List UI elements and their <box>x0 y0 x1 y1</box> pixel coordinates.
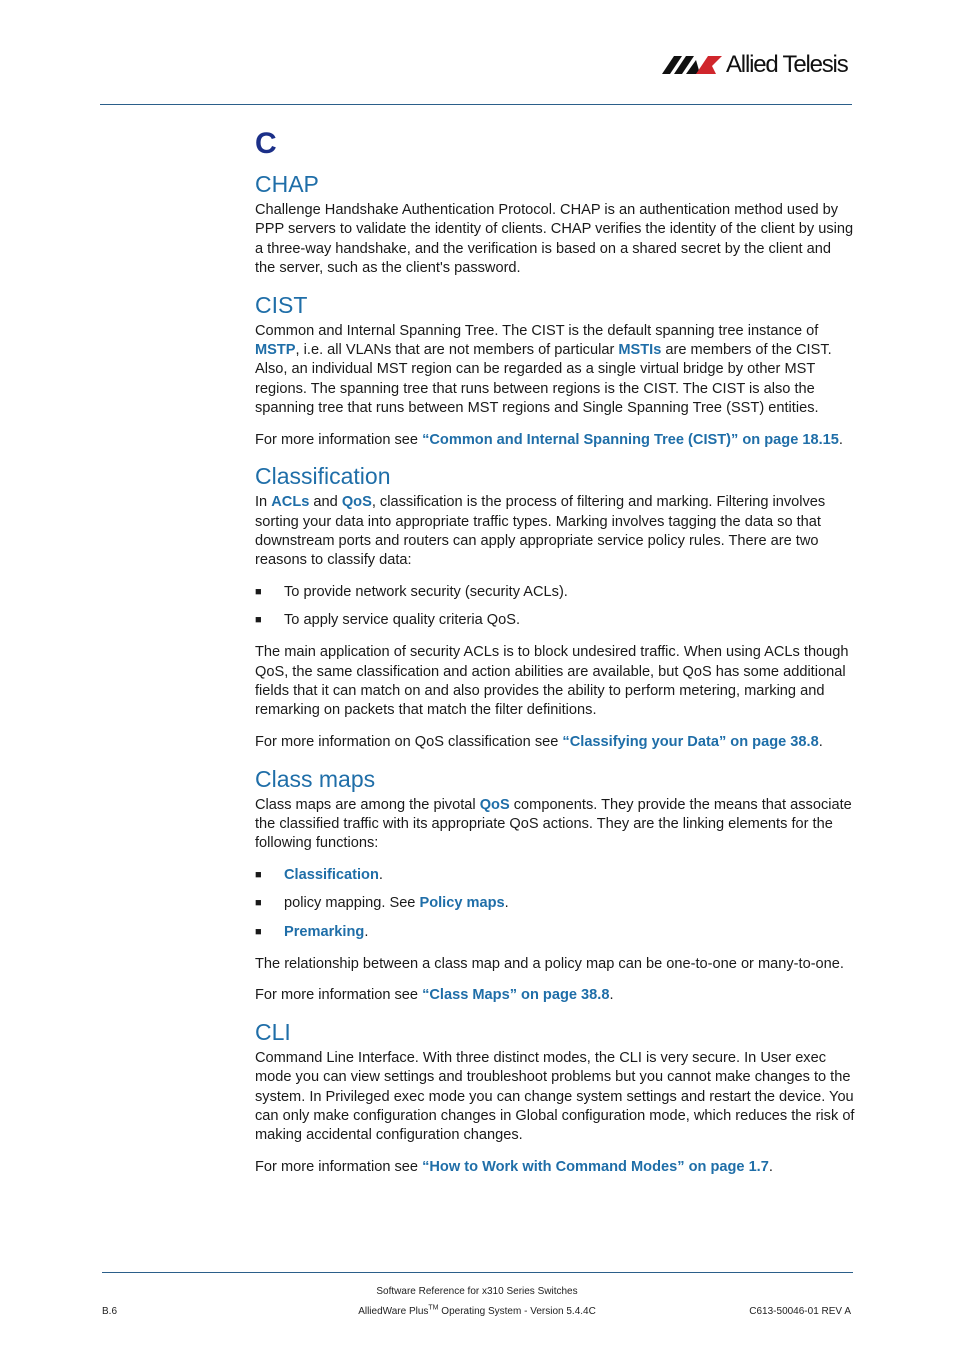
link-classifying-data[interactable]: “Classifying your Data” on page 38.8 <box>562 733 819 750</box>
logo-text: Allied Telesis <box>726 51 848 78</box>
link-acls[interactable]: ACLs <box>271 494 310 511</box>
link-classification[interactable]: Classification <box>284 867 379 884</box>
text: For more information see <box>255 1159 423 1176</box>
text: For more information see <box>255 987 423 1004</box>
classification-paragraph-2: The main application of security ACLs is to block undesired traffic. When using ACLs though QoS, the same classification and action abilities are available, but QoS has some additional fields that it can match on and also provides the ability to perform metering, marking and remarking on packets that match the filter definitions. <box>255 644 849 719</box>
class-maps-list <box>255 866 855 942</box>
page-content <box>255 126 855 1190</box>
list-item <box>255 611 855 630</box>
text: , i.e. all VLANs that are not members of particular <box>295 341 619 358</box>
text: AlliedWare Plus <box>358 1306 429 1317</box>
link-class-maps-page[interactable]: “Class Maps” on page 38.8 <box>422 987 610 1004</box>
heading-chap: CHAP <box>255 171 319 197</box>
bullet-icon: ■ <box>255 925 262 938</box>
logo-mark-icon <box>660 50 732 80</box>
classification-paragraph <box>255 493 855 570</box>
list-item <box>255 894 855 913</box>
text: . <box>364 923 369 940</box>
text: . <box>818 733 823 750</box>
text: To apply service quality criteria QoS. <box>284 612 521 629</box>
cist-paragraph <box>255 322 855 418</box>
classification-list <box>255 583 855 631</box>
text: . <box>609 987 614 1004</box>
list-item <box>255 923 855 942</box>
text: For more information on QoS classification see <box>255 733 563 750</box>
heading-cist: CIST <box>255 291 308 318</box>
text: In <box>255 494 272 511</box>
doc-code: C613-50046-01 REV A <box>749 1306 851 1317</box>
heading-cli: CLI <box>255 1019 291 1046</box>
bullet-icon: ■ <box>255 614 262 627</box>
link-mstp[interactable]: MSTP <box>255 341 296 358</box>
bullet-icon: ■ <box>255 869 262 882</box>
link-qos[interactable]: QoS <box>479 796 510 813</box>
section-letter: C <box>255 127 277 160</box>
link-command-modes[interactable]: “How to Work with Command Modes” on page 1.7 <box>422 1159 769 1176</box>
list-item <box>255 866 855 885</box>
page-number: B.6 <box>102 1306 118 1317</box>
text: Operating System - Version 5.4.4C <box>438 1306 596 1317</box>
class-maps-paragraph <box>255 796 855 854</box>
cli-more-info <box>255 1158 855 1177</box>
text: . <box>838 431 843 448</box>
text: components. They provide the means that associate the classified traffic with its appropriate QoS actions. They are the linking elements for the following functions: <box>255 796 852 852</box>
text: . <box>768 1159 773 1176</box>
list-item <box>255 583 855 602</box>
class-maps-more-info <box>255 986 855 1005</box>
allied-telesis-logo <box>660 50 855 80</box>
text: . <box>504 895 509 912</box>
link-policy-maps[interactable]: Policy maps <box>419 895 505 912</box>
heading-classification: Classification <box>255 463 391 490</box>
cli-paragraph: Command Line Interface. With three distinct modes, the CLI is very secure. In User exec mode you can view settings and troubleshoot problems but you cannot make changes to the system. In Privileged exec mode you can change system settings and restart the device. You can only make configuration changes in Global configuration mode, which reduces the risk of making accidental configuration changes. <box>255 1050 855 1144</box>
bullet-icon: ■ <box>255 897 262 910</box>
trademark: TM <box>428 1304 439 1312</box>
text: To provide network security (security ACLs). <box>284 584 568 601</box>
header-rule <box>100 104 852 105</box>
text: . <box>378 867 383 884</box>
link-cist-page[interactable]: “Common and Internal Spanning Tree (CIST)” on page 18.15 <box>422 431 839 448</box>
text: For more information see <box>255 431 423 448</box>
text: policy mapping. See <box>284 895 420 912</box>
footer-title: Software Reference for x310 Series Switches <box>376 1286 578 1297</box>
link-qos[interactable]: QoS <box>341 494 372 511</box>
link-premarking[interactable]: Premarking <box>284 923 365 940</box>
classification-more-info <box>255 733 855 752</box>
text: are members of the CIST. Also, an individual MST region can be regarded as a single virtual bridge by other MST regions. The spanning tree that runs between regions is the CIST. The CIST is also the spanning tree that runs between MST regions and Single Spanning Tree (SST) entities. <box>255 341 832 416</box>
bullet-icon: ■ <box>255 586 262 599</box>
text: and <box>309 494 342 511</box>
heading-class-maps: Class maps <box>255 765 376 792</box>
text: , classification is the process of filtering and marking. Filtering involves sorting your data into appropriate traffic types. Marking involves tagging the data so that downstream ports and routers can apply appropriate service policy rules. There are two reasons to classify data: <box>255 494 826 569</box>
cist-more-info <box>255 431 855 450</box>
link-mstis[interactable]: MSTIs <box>618 341 662 358</box>
text: Class maps are among the pivotal <box>255 796 480 813</box>
class-maps-paragraph-2: The relationship between a class map and a policy map can be one-to-one or many-to-one. <box>255 955 844 972</box>
footer-rule <box>102 1272 853 1273</box>
chap-paragraph: Challenge Handshake Authentication Protocol. CHAP is an authentication method used by PPP servers to validate the identity of clients. CHAP verifies the identity of the client by using a three-way handshake, and the verification is based on a shared secret by the client and the server, such as the client's password. <box>255 202 854 276</box>
text: Common and Internal Spanning Tree. The CIST is the default spanning tree instance of <box>255 322 819 339</box>
